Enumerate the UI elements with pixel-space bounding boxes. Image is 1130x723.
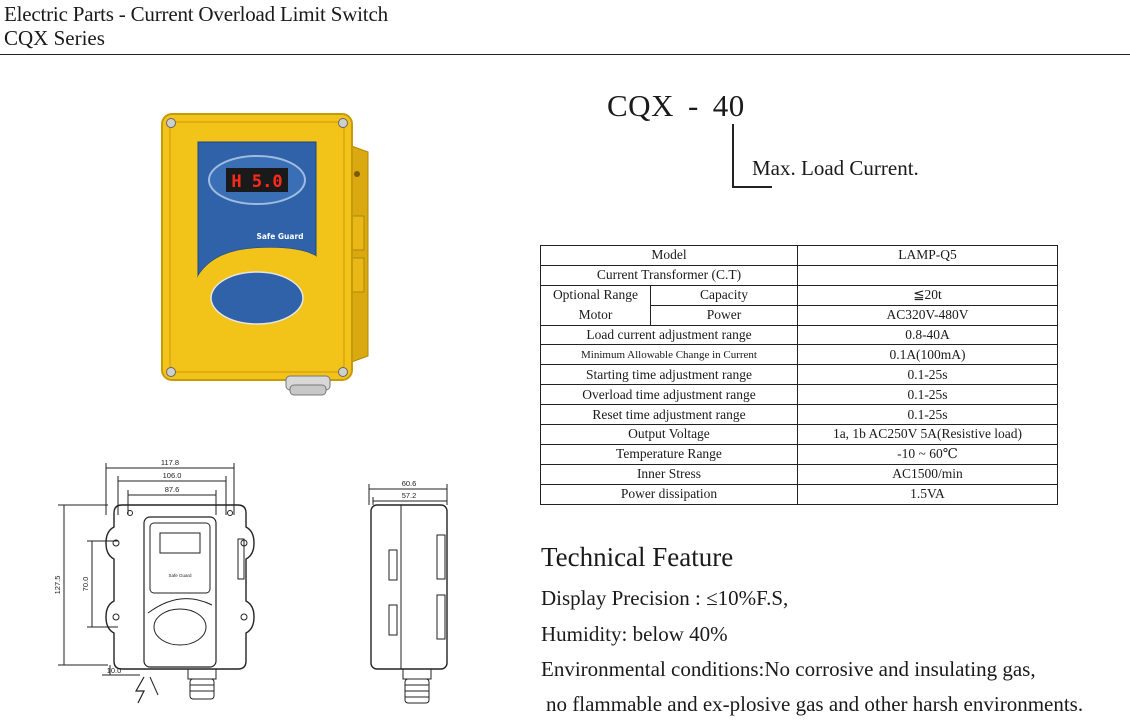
product-photo: [150, 106, 380, 396]
spec-value: 1a, 1b AC250V 5A(Resistive load): [798, 425, 1058, 445]
spec-label: Power dissipation: [541, 484, 798, 504]
dim-overall-depth: 60.6: [401, 479, 417, 488]
spec-label: Temperature Range: [541, 444, 798, 464]
model-code: [607, 88, 745, 124]
document-title: Electric Parts - Current Overload Limit Switch: [4, 2, 388, 26]
table-row: [541, 325, 1058, 345]
spec-label: Minimum Allowable Change in Current: [541, 345, 798, 365]
spec-label: Current Transformer (C.T): [541, 265, 798, 285]
spec-label: Overload time adjustment range: [541, 385, 798, 405]
spec-value: 0.1-25s: [798, 405, 1058, 425]
spec-label: Capacity: [651, 285, 798, 305]
document-header: [4, 2, 388, 50]
spec-label-motor: Motor: [541, 305, 651, 325]
spec-label: Inner Stress: [541, 464, 798, 484]
spec-label: Reset time adjustment range: [541, 405, 798, 425]
dim-inner-width: 87.6: [164, 485, 180, 494]
spec-label-optional-range: Optional Range: [541, 285, 651, 305]
dim-overall-width: 117.8: [160, 458, 180, 467]
spec-label: Starting time adjustment range: [541, 365, 798, 385]
front-dimension-drawing: [40, 455, 290, 720]
model-prefix: CQX: [607, 88, 674, 123]
svg-text:Safe Guard: Safe Guard: [168, 573, 192, 578]
display-reading: H 5.0: [231, 172, 283, 192]
dim-mount-spacing: 70.0: [81, 576, 90, 592]
spec-value: AC320V-480V: [798, 305, 1058, 325]
series-name: CQX Series: [4, 26, 105, 50]
spec-value: ≦20t: [798, 285, 1058, 305]
spec-label: Load current adjustment range: [541, 325, 798, 345]
spec-value: 0.1A(100mA): [798, 345, 1058, 365]
spec-value: [798, 265, 1058, 285]
rating-meaning: Max. Load Current.: [752, 156, 919, 180]
brand-label: Safe Guard: [256, 232, 304, 241]
header-divider: [0, 54, 1130, 55]
spec-label: Output Voltage: [541, 425, 798, 445]
table-row: [541, 385, 1058, 405]
spec-value: AC1500/min: [798, 464, 1058, 484]
model-dash: -: [687, 88, 699, 123]
spec-value: 0.1-25s: [798, 365, 1058, 385]
table-row: [541, 285, 1058, 305]
dim-mid-width: 106.0: [162, 471, 182, 480]
dim-inner-depth: 57.2: [401, 491, 417, 500]
reset-button-cover: [211, 272, 303, 324]
table-row: [541, 444, 1058, 464]
table-row: [541, 345, 1058, 365]
table-row: [541, 246, 1058, 266]
model-rating: 40: [712, 88, 745, 123]
spec-value: 0.8-40A: [798, 325, 1058, 345]
spec-value: -10 ~ 60℃: [798, 444, 1058, 464]
side-body: [371, 505, 447, 669]
table-row: [541, 405, 1058, 425]
table-row: [541, 265, 1058, 285]
spec-value: LAMP-Q5: [798, 246, 1058, 266]
feature-line: Environmental conditions:No corrosive and insulating gas,: [541, 657, 1036, 681]
spec-label: Model: [541, 246, 798, 266]
table-row: [541, 305, 1058, 325]
feature-line: no flammable and ex-plosive gas and other harsh environments.: [546, 692, 1084, 716]
spec-label: Power: [651, 305, 798, 325]
spec-table: [540, 245, 1058, 505]
table-row: [541, 365, 1058, 385]
spec-value: 1.5VA: [798, 484, 1058, 504]
spec-value: 0.1-25s: [798, 385, 1058, 405]
dim-bottom-offset: 10.0: [106, 666, 122, 675]
feature-line: Display Precision : ≤10%F.S,: [541, 586, 789, 610]
side-dimension-drawing: [355, 475, 455, 720]
technical-feature-heading: Technical Feature: [541, 542, 734, 572]
table-row: [541, 425, 1058, 445]
table-row: [541, 484, 1058, 504]
feature-line: Humidity: below 40%: [541, 622, 728, 646]
table-row: [541, 464, 1058, 484]
dim-height: 127.5: [53, 575, 62, 595]
